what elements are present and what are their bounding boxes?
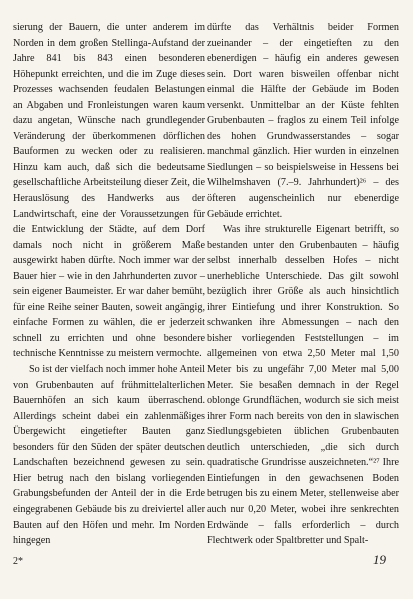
right-column bbox=[207, 20, 399, 549]
left-column bbox=[13, 20, 205, 549]
left-paragraph-2: So ist der vielfach noch immer hohe Anteil von Grubenbauten auf frühmittelalterlichen Bauernhöfen an sich kaum überraschend. Allerdings scheint dabei ein zahlenmäßiges Übergewicht eingetiefter Bauten ganz besonders für den Süden der später deutschen Landschaften bezeichnend gewesen zu sein. Hier betrug nach den bislang vorliegenden Grabungsbefunden der Anteil der in die Erde eingegrabenen Gebäude bis zu dreiviertel aller Bauten auf den Höfen und mehr. Im Norden hingegen bbox=[13, 364, 205, 547]
page-number: 19 bbox=[373, 552, 386, 567]
signature-mark: 2* bbox=[13, 556, 23, 567]
right-paragraph-1: dürfte das Verhältnis beider Formen zueinander – der eingetieften zu den ebenerdigen – häufig ein anderes gewesen sein. Dort waren bisweilen offenbar nicht einmal die Hälfte der Gebäude im Boden versenkt. Unmittelbar an der Küste fehlten Grubenbauten – fraglos zu einem Teil infolge des hohen Grundwasserstandes – sogar manchmal gänzlich. Hier wurden in einzelnen Siedlungen – so beispielsweise in Hessens bei Wilhelmshaven (7.–9. Jahrhundert)²⁶ – des öfteren augenscheinlich nur ebenerdige Gebäude errichtet. bbox=[207, 22, 399, 220]
right-paragraph-2: Was ihre strukturelle Eigenart betrifft, so bestanden unter den Grubenbauten – häufig selbst innerhalb desselben Hofes – nicht unerhebliche Unterschiede. Das gilt sowohl bezüglich ihrer Größe als auch hinsichtlich ihrer Eintiefung und ihrer Konstruktion. So schwanken ihre Abmessungen – nach den bisher vorliegenden Feststellungen – im allgemeinen von etwa 2,50 Meter mal 1,50 Meter bis zu ungefähr 7,00 Meter mal 5,00 Meter. Sie besaßen demnach in der Regel oblonge Grundflächen, wodurch sie sich meist ihrer Form nach bereits von den in slawischen Siedlungsgebieten üblichen Grubenbauten deutlich unterschieden, „die sich durch quadratische Grundrisse auszeichneten.“²⁷ Ihre Eintiefungen in den gewachsenen Boden betrugen bis zu einem Meter, stellenweise aber auch nur 0,20 Meter, wobei ihre senkrechten Erdwände – falls erforderlich – durch Flechtwerk oder Spaltbretter und Spalt- bbox=[207, 224, 399, 547]
left-paragraph-1: sierung der Bauern, die unter anderem im Norden in dem großen Stellinga-Aufstand der Jahre 841 bis 843 einen besonderen Höhepunkt erreichten, und die im Zuge dieses Prozesses wachsenden feudalen Belastungen an Abgaben und Fronleistungen waren kaum dazu angetan, Wünsche nach grundlegender Veränderung der überkommenen dörflichen Bauformen zu wecken oder zu realisieren. Hinzu kam auch, daß sich die bedeutsame gesellschaftliche Arbeitsteilung dieser Zeit, die Herauslösung des Handwerks aus der Landwirtschaft, eine der Voraussetzungen für die Entwicklung der Städte, auf dem Dorf damals noch nicht in größerem Maße ausgewirkt haben dürfte. Noch immer war der Bauer hier – wie in den Jahrhunderten zuvor – sein eigener Baumeister. Er war daher bemüht, für eine Reihe seiner Bauten, soweit angängig, einfache Formen zu wählen, die er jederzeit schnell zu errichten und ohne besondere technische Kenntnisse zu meistern vermochte. bbox=[13, 22, 205, 360]
